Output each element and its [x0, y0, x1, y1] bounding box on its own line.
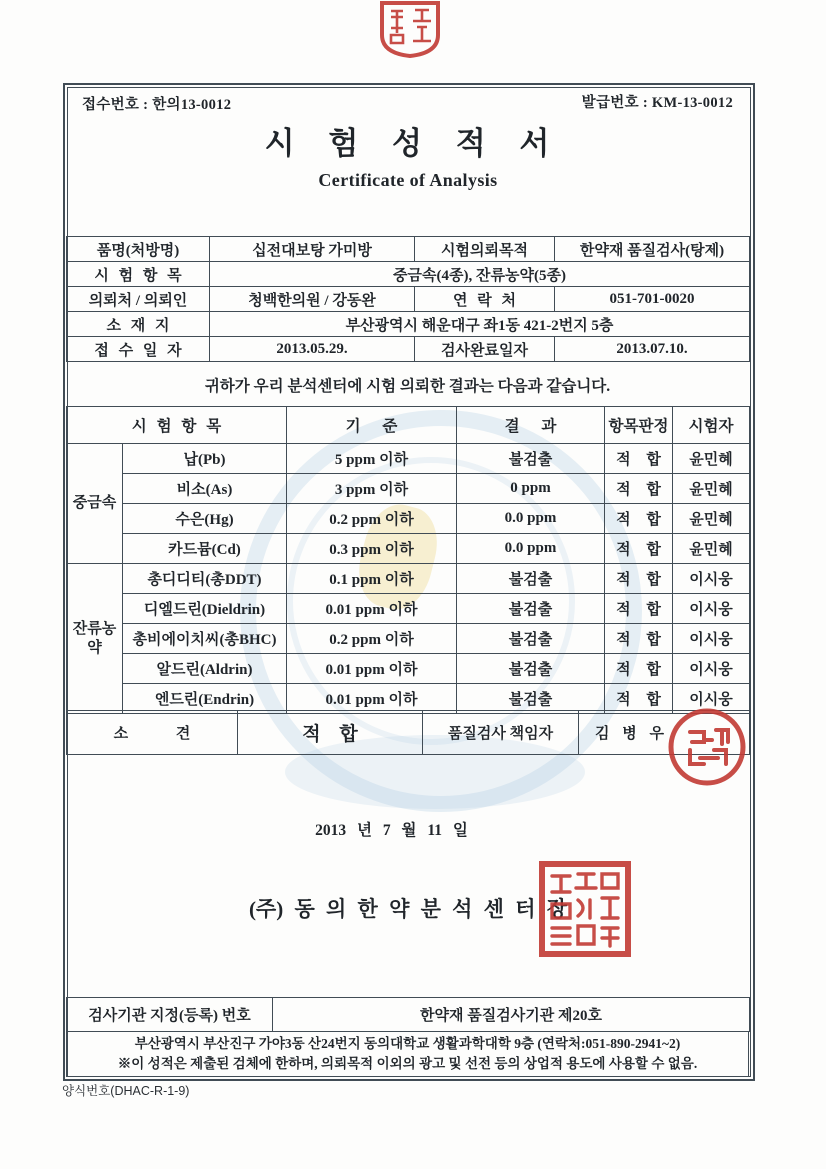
item-result: 0.0 ppm	[457, 534, 605, 564]
table-row	[67, 998, 750, 1032]
table-row	[67, 534, 750, 564]
issuer-name: (주) 동 의 한 약 분 석 센 터 장	[248, 897, 568, 921]
address-value: 부산광역시 해운대구 좌1동 421-2번지 5층	[210, 312, 750, 337]
item-name: 납(Pb)	[123, 444, 287, 474]
table-row	[67, 474, 750, 504]
item-tester: 이시웅	[673, 624, 750, 654]
opinion-table	[66, 710, 750, 755]
table-row	[67, 337, 750, 362]
quality-manager-name: 김 병 우	[579, 711, 750, 755]
test-items-label: 시 험 항 목	[67, 262, 210, 287]
form-number: 양식번호(DHAC-R-1-9)	[62, 1084, 190, 1098]
item-judgment: 적 합	[605, 504, 673, 534]
item-standard: 0.3 ppm 이하	[287, 534, 457, 564]
registration-value: 한약재 품질검사기관 제20호	[273, 998, 750, 1032]
client-value: 청백한의원 / 강동완	[210, 287, 415, 312]
item-tester: 이시웅	[673, 684, 750, 714]
receipt-date-label: 접 수 일 자	[67, 337, 210, 362]
item-standard: 5 ppm 이하	[287, 444, 457, 474]
table-row	[67, 684, 750, 714]
director-square-seal	[538, 860, 632, 958]
table-row	[67, 312, 750, 337]
footer-address: 부산광역시 부산진구 가야3동 산24번지 동의대학교 생활과학대학 9층 (연락처:051-890-2941~2)	[134, 1036, 681, 1051]
item-standard: 0.01 ppm 이하	[287, 684, 457, 714]
sample-info-table	[66, 236, 750, 362]
results-header-row	[67, 407, 750, 444]
item-judgment: 적 합	[605, 534, 673, 564]
item-result: 불검출	[457, 564, 605, 594]
item-judgment: 적 합	[605, 564, 673, 594]
client-label: 의뢰처 / 의뢰인	[67, 287, 210, 312]
test-results-table	[66, 406, 750, 714]
registration-label: 검사기관 지정(등록) 번호	[67, 998, 273, 1032]
item-standard: 0.2 ppm 이하	[287, 504, 457, 534]
receipt-date-value: 2013.05.29.	[210, 337, 415, 362]
item-tester: 윤민혜	[673, 534, 750, 564]
item-name: 수은(Hg)	[123, 504, 287, 534]
item-name: 비소(As)	[123, 474, 287, 504]
opinion-label: 소 견	[67, 711, 238, 755]
table-row	[67, 564, 750, 594]
table-row	[67, 594, 750, 624]
item-result: 불검출	[457, 654, 605, 684]
table-row	[67, 444, 750, 474]
table-row	[67, 711, 750, 755]
product-name-value: 십전대보탕 가미방	[210, 237, 415, 262]
test-items-value: 중금속(4종), 잔류농약(5종)	[210, 262, 750, 287]
result-statement: 귀하가 우리 분석센터에 시험 의뢰한 결과는 다음과 같습니다.	[204, 377, 611, 395]
item-name: 총디디티(총DDT)	[123, 564, 287, 594]
item-tester: 이시웅	[673, 594, 750, 624]
item-name: 알드린(Aldrin)	[123, 654, 287, 684]
product-name-label: 품명(처방명)	[67, 237, 210, 262]
test-purpose-value: 한약재 품질검사(탕제)	[555, 237, 750, 262]
item-judgment: 적 합	[605, 444, 673, 474]
contact-value: 051-701-0020	[555, 287, 750, 312]
opinion-value: 적 합	[238, 711, 423, 755]
item-standard: 0.1 ppm 이하	[287, 564, 457, 594]
group-heavy-metals: 중금속	[67, 444, 123, 564]
item-tester: 윤민혜	[673, 474, 750, 504]
item-judgment: 적 합	[605, 684, 673, 714]
item-standard: 3 ppm 이하	[287, 474, 457, 504]
item-tester: 이시웅	[673, 654, 750, 684]
table-row	[67, 237, 750, 262]
item-judgment: 적 합	[605, 594, 673, 624]
header-standard: 기 준	[287, 407, 457, 444]
item-tester: 윤민혜	[673, 444, 750, 474]
item-standard: 0.2 ppm 이하	[287, 624, 457, 654]
complete-date-label: 검사완료일자	[415, 337, 555, 362]
document-title-korean: 시 험 성 적 서	[264, 126, 552, 161]
header-test-item: 시 험 항 목	[67, 407, 287, 444]
document-title-english: Certificate of Analysis	[318, 170, 498, 190]
quality-manager-label: 품질검사 책임자	[423, 711, 579, 755]
item-standard: 0.01 ppm 이하	[287, 594, 457, 624]
item-result: 불검출	[457, 624, 605, 654]
item-judgment: 적 합	[605, 624, 673, 654]
item-result: 불검출	[457, 684, 605, 714]
item-name: 디엘드린(Dieldrin)	[123, 594, 287, 624]
item-result: 0.0 ppm	[457, 504, 605, 534]
item-name: 총비에이치씨(총BHC)	[123, 624, 287, 654]
item-result: 0 ppm	[457, 474, 605, 504]
table-row	[67, 287, 750, 312]
header-registration-seal	[377, 1, 443, 59]
table-row	[67, 624, 750, 654]
footer-notice: ※이 성적은 제출된 검체에 한하며, 의뢰목적 이외의 광고 및 선전 등의 상업적 용도에 사용할 수 없음.	[117, 1056, 698, 1071]
table-row	[67, 654, 750, 684]
header-result: 결 과	[457, 407, 605, 444]
item-tester: 이시웅	[673, 564, 750, 594]
complete-date-value: 2013.07.10.	[555, 337, 750, 362]
header-tester: 시험자	[673, 407, 750, 444]
item-result: 불검출	[457, 594, 605, 624]
item-standard: 0.01 ppm 이하	[287, 654, 457, 684]
item-tester: 윤민혜	[673, 504, 750, 534]
registration-table	[66, 997, 750, 1032]
item-name: 엔드린(Endrin)	[123, 684, 287, 714]
item-judgment: 적 합	[605, 474, 673, 504]
issue-date: 2013 년 7 월 11 일	[315, 822, 468, 839]
receipt-number: 접수번호 : 한의13-0012	[82, 97, 232, 113]
contact-label: 연 락 처	[415, 287, 555, 312]
group-pesticide-residues: 잔류농약	[67, 564, 123, 714]
header-judgment: 항목판정	[605, 407, 673, 444]
item-result: 불검출	[457, 444, 605, 474]
issue-number: 발급번호 : KM-13-0012	[581, 95, 733, 111]
test-purpose-label: 시험의뢰목적	[415, 237, 555, 262]
footer-note-box	[66, 1031, 749, 1077]
item-name: 카드뮴(Cd)	[123, 534, 287, 564]
table-row	[67, 504, 750, 534]
manager-round-seal	[666, 706, 748, 788]
table-row	[67, 262, 750, 287]
address-label: 소 재 지	[67, 312, 210, 337]
item-judgment: 적 합	[605, 654, 673, 684]
